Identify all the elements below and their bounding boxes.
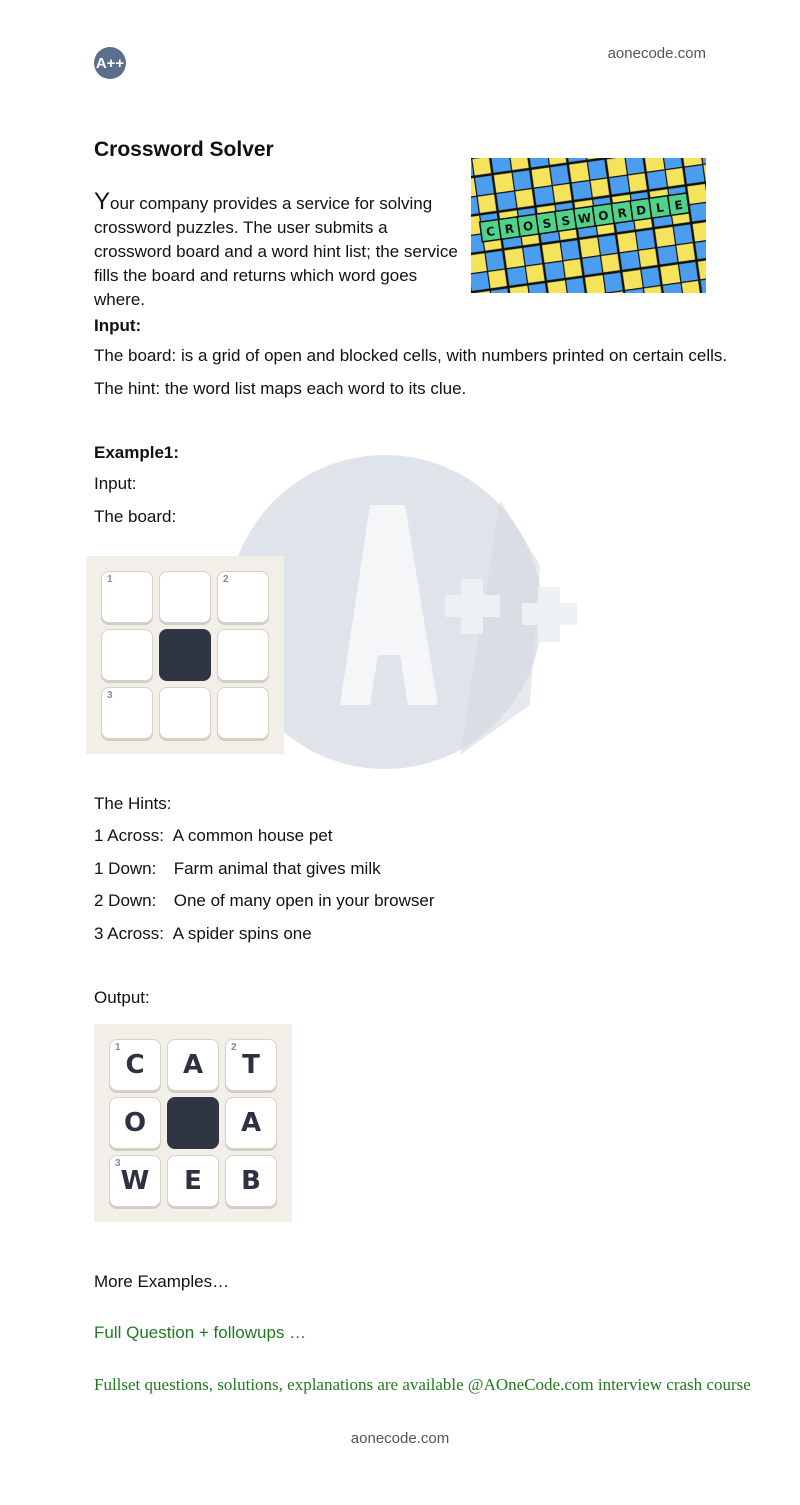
cell-number: 2: [223, 574, 229, 585]
hint-key: 2 Down:: [94, 891, 157, 911]
board-description: The board: is a grid of open and blocked cells, with numbers printed on certain cells.: [94, 346, 728, 365]
input-board: [86, 556, 284, 754]
watermark-logo: [230, 455, 610, 775]
hero-letter: O: [597, 208, 610, 224]
board-cell: [217, 687, 269, 739]
cell-letter: A: [240, 1108, 262, 1138]
hero-letter: C: [485, 224, 496, 240]
more-examples: More Examples…: [94, 1272, 230, 1291]
cell-letter: C: [125, 1050, 145, 1080]
example-input-label: Input:: [94, 474, 137, 493]
site-name: aonecode.com: [607, 45, 706, 62]
cell-letter: A: [182, 1050, 204, 1080]
board-cell: [109, 1155, 161, 1207]
board-cell: [225, 1155, 277, 1207]
fullset-link[interactable]: Fullset questions, solutions, explanations are available @AOneCode.com interview crash course: [94, 1375, 751, 1394]
hint-clue: A common house pet: [169, 826, 333, 845]
hero-letter: W: [577, 210, 593, 227]
cell-number: 3: [107, 690, 113, 701]
footer-site: aonecode.com: [350, 1430, 450, 1447]
hero-letter: L: [655, 200, 665, 216]
hint-clue: Farm animal that gives milk: [169, 858, 381, 878]
board-cell: [109, 1039, 161, 1091]
example-heading: Example1:: [94, 443, 180, 462]
hero-letter: S: [541, 216, 553, 232]
board-cell: [167, 1155, 219, 1207]
hero-letter: D: [635, 202, 647, 219]
board-cell: [217, 629, 269, 681]
hint-item: [94, 891, 435, 911]
input-heading: Input:: [94, 316, 142, 335]
cell-letter: E: [184, 1166, 202, 1196]
blocked-cell: [167, 1097, 219, 1149]
board-cell: [225, 1097, 277, 1149]
cell-number: 3: [115, 1158, 121, 1169]
hero-letter: R: [616, 205, 628, 221]
output-board: [94, 1024, 292, 1222]
hint-item: [94, 826, 333, 846]
hint-key: 1 Across:: [94, 826, 164, 845]
board-cell: [101, 687, 153, 739]
blocked-cell: [159, 629, 211, 681]
board-cell: [167, 1039, 219, 1091]
hint-item: [94, 924, 312, 944]
cell-letter: T: [242, 1050, 260, 1080]
hero-letter: O: [522, 218, 535, 235]
hint-clue: One of many open in your browser: [169, 891, 435, 911]
cell-letter: O: [123, 1108, 147, 1138]
intro-text: our company provides a service for solving crossword puzzles. The user submits a crossword board and a word hint list; the service fills the board and returns which word goes where.: [94, 194, 458, 309]
cell-number: 1: [115, 1042, 121, 1053]
hero-letter: R: [503, 221, 515, 237]
example-board-label: The board:: [94, 507, 177, 526]
board-cell: [109, 1097, 161, 1149]
intro-paragraph: [94, 190, 464, 312]
logo: A++: [94, 47, 126, 79]
cell-number: 2: [231, 1042, 237, 1053]
board-cell: [217, 571, 269, 623]
board-cell: [101, 571, 153, 623]
hints-label: The Hints:: [94, 794, 172, 813]
cell-letter: W: [120, 1166, 150, 1196]
cell-number: 1: [107, 574, 113, 585]
page-title: Crossword Solver: [94, 138, 274, 161]
hero-letter: S: [560, 213, 572, 229]
output-label: Output:: [94, 988, 150, 1007]
hint-description: The hint: the word list maps each word to its clue.: [94, 379, 467, 398]
cell-letter: B: [241, 1166, 261, 1196]
board-cell: [159, 687, 211, 739]
board-cell: [101, 629, 153, 681]
hint-key: 1 Down:: [94, 858, 157, 878]
hint-item: [94, 859, 381, 879]
hint-key: 3 Across:: [94, 924, 164, 944]
board-cell: [225, 1039, 277, 1091]
full-question-link[interactable]: Full Question + followups …: [94, 1323, 307, 1342]
intro-dropcap: Y: [94, 188, 111, 215]
hint-clue: A spider spins one: [169, 924, 312, 944]
hero-letter: E: [673, 197, 684, 213]
board-cell: [159, 571, 211, 623]
crossword-hero-image: [471, 158, 706, 293]
crossword-hero-svg: [471, 158, 706, 293]
